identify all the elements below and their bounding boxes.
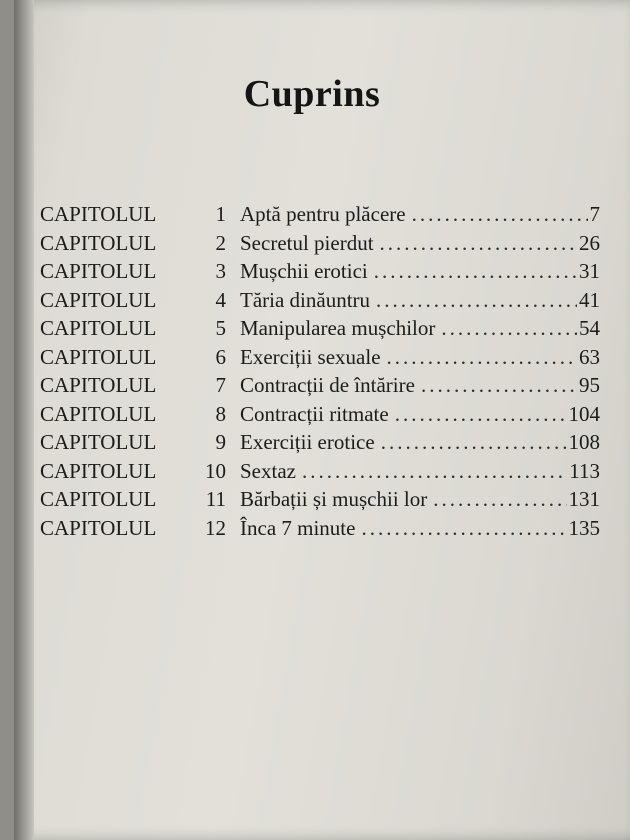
toc-entry: [40, 316, 600, 345]
chapter-number: 5: [215, 316, 226, 340]
toc-entry: [40, 345, 600, 374]
chapter-title: Mușchii erotici: [240, 259, 368, 283]
chapter-label: CAPITOLUL: [40, 287, 157, 312]
chapter-label: CAPITOLUL: [40, 487, 157, 511]
chapter-page: 95: [579, 373, 600, 397]
toc-entry: [40, 430, 600, 459]
chapter-number: 12: [205, 515, 226, 540]
chapter-page: 54: [579, 316, 600, 340]
chapter-page: 31: [579, 259, 600, 283]
chapter-title: Contracții de întărire: [240, 373, 415, 397]
chapter-page: 135: [568, 515, 600, 540]
dot-leader: [387, 345, 577, 370]
book-page: [14, 0, 630, 840]
chapter-number: 10: [205, 458, 226, 483]
chapter-title: Aptă pentru plăcere: [240, 202, 406, 226]
dot-leader: [395, 402, 567, 427]
chapter-page: 41: [579, 287, 600, 312]
dot-leader: [433, 487, 566, 512]
chapter-label: CAPITOLUL: [40, 316, 157, 340]
dot-leader: [441, 316, 577, 341]
chapter-label: CAPITOLUL: [40, 430, 157, 454]
chapter-page: 63: [579, 344, 600, 369]
toc-entry: [40, 259, 600, 288]
chapter-label: CAPITOLUL: [40, 401, 157, 426]
chapter-title: Tăria dinăuntru: [240, 287, 371, 312]
page-title: Cuprins: [243, 73, 381, 115]
dot-leader: [381, 430, 567, 455]
chapter-number: 2: [215, 230, 226, 255]
toc-entry: [40, 487, 600, 516]
chapter-title: Înca 7 minute: [240, 515, 356, 540]
chapter-title: Sextaz: [240, 458, 296, 483]
table-of-contents: [40, 202, 600, 544]
chapter-number: 11: [205, 487, 226, 511]
chapter-page: 104: [568, 401, 600, 426]
dot-leader: [421, 373, 577, 398]
dot-leader: [412, 202, 588, 227]
chapter-number: 7: [215, 373, 226, 397]
chapter-number: 6: [215, 344, 226, 369]
dot-leader: [376, 288, 577, 313]
toc-entry: [40, 459, 600, 488]
chapter-title: Exerciții sexuale: [240, 344, 381, 369]
toc-entry: [40, 231, 600, 260]
toc-entry: [40, 288, 600, 317]
dot-leader: [374, 259, 577, 284]
chapter-title: Manipularea mușchilor: [240, 316, 436, 340]
chapter-title: Exerciții erotice: [240, 430, 375, 454]
chapter-number: 8: [215, 401, 226, 426]
chapter-label: CAPITOLUL: [40, 202, 157, 226]
chapter-label: CAPITOLUL: [40, 458, 157, 483]
toc-entry: [40, 516, 600, 545]
toc-entry: [40, 373, 600, 402]
chapter-number: 4: [215, 287, 226, 312]
chapter-page: 108: [568, 430, 600, 454]
chapter-page: 26: [579, 230, 600, 255]
chapter-label: CAPITOLUL: [40, 373, 157, 397]
chapter-page: 7: [589, 202, 600, 226]
toc-entry: [40, 402, 600, 431]
chapter-title: Contracții ritmate: [240, 401, 389, 426]
chapter-number: 1: [215, 202, 226, 226]
chapter-title: Secretul pierdut: [240, 230, 374, 255]
toc-entry: [40, 202, 600, 231]
chapter-label: CAPITOLUL: [40, 515, 157, 540]
dot-leader: [361, 516, 566, 541]
dot-leader: [302, 459, 567, 484]
chapter-label: CAPITOLUL: [40, 230, 157, 255]
book-spine-shadow: [14, 0, 34, 840]
dot-leader: [380, 231, 577, 256]
chapter-page: 131: [568, 487, 600, 511]
chapter-label: CAPITOLUL: [40, 344, 157, 369]
chapter-title: Bărbații și mușchii lor: [240, 487, 428, 511]
chapter-number: 9: [215, 430, 226, 454]
chapter-label: CAPITOLUL: [40, 259, 157, 283]
chapter-page: 113: [569, 458, 600, 483]
chapter-number: 3: [215, 259, 226, 283]
